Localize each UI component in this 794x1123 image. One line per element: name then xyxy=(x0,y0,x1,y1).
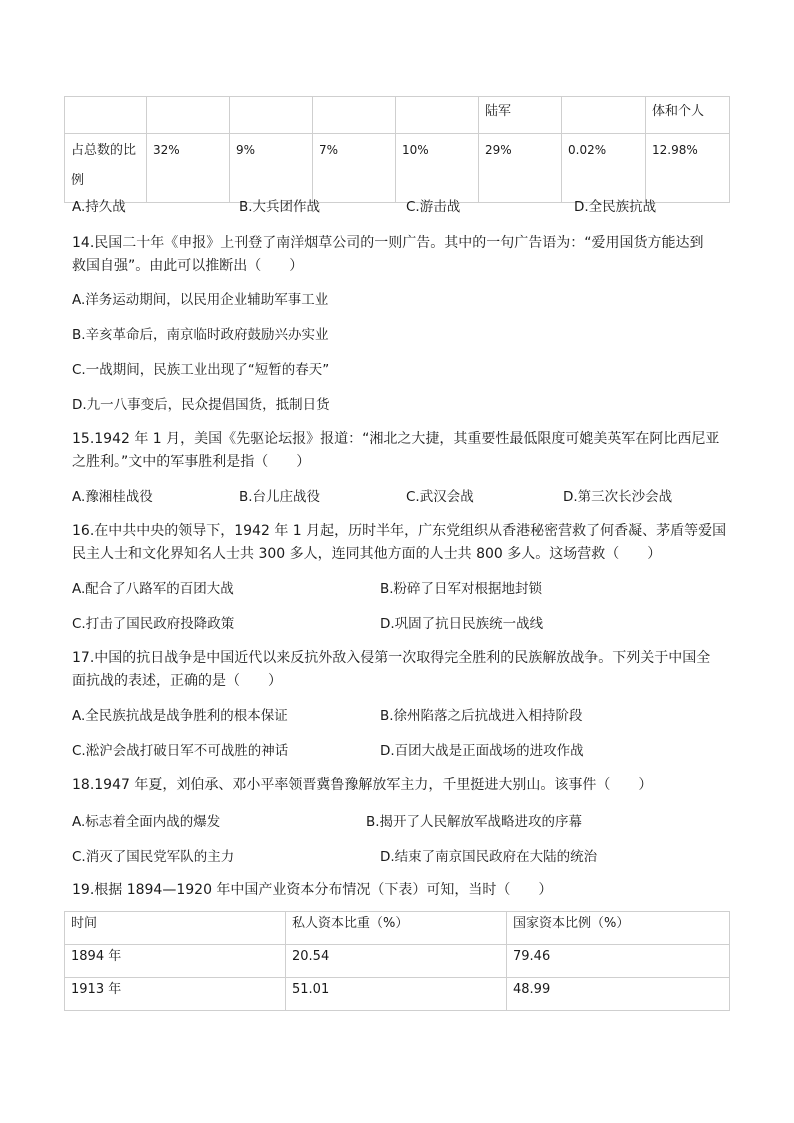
table-row xyxy=(65,945,730,978)
table-cell xyxy=(396,134,479,203)
cell-value: 32% xyxy=(153,143,180,157)
table-cell: 陆军 xyxy=(479,97,562,134)
q18-option-a[interactable]: A.标志着全面内战的爆发 xyxy=(72,814,221,830)
q16-option-a[interactable]: A.配合了八路军的百团大战 xyxy=(72,581,234,597)
q15-option-a[interactable]: A.豫湘桂战役 xyxy=(72,489,153,505)
cell-value: 10% xyxy=(402,143,429,157)
table-cell xyxy=(147,97,230,134)
table-header-cell: 私人资本比重（%） xyxy=(286,912,507,945)
cell-value: 29% xyxy=(485,143,512,157)
q14-stem-line2: 救国自强”。由此可以推断出（ ） xyxy=(72,258,304,274)
q14-option-d[interactable]: D.九一八事变后，民众提倡国货，抵制日货 xyxy=(72,397,330,413)
q13-option-a[interactable]: A.持久战 xyxy=(72,199,126,215)
table-cell xyxy=(65,97,147,134)
table-header-cell: 国家资本比例（%） xyxy=(507,912,730,945)
table-cell xyxy=(646,134,730,203)
table-header-cell: 时间 xyxy=(65,912,286,945)
table-row xyxy=(65,134,730,203)
table-cell: 79.46 xyxy=(507,945,730,978)
q16-stem-line1: 16.在中共中央的领导下，1942 年 1 月起，历时半年，广东党组织从香港秘密营救了何香凝、茅盾等爱国 xyxy=(72,523,727,539)
q18-option-d[interactable]: D.结束了南京国民政府在大陆的统治 xyxy=(380,849,598,865)
capital-distribution-table xyxy=(64,911,730,1011)
q14-option-c[interactable]: C.一战期间，民族工业出现了“短暂的春天” xyxy=(72,362,330,378)
table-cell xyxy=(562,97,646,134)
row-label-cell: 占总数的比例 xyxy=(65,134,147,203)
q17-option-c[interactable]: C.淞沪会战打破日军不可战胜的神话 xyxy=(72,743,289,759)
table-cell: 48.99 xyxy=(507,978,730,1011)
cell-value: 12.98% xyxy=(652,143,698,157)
cell-value: 9% xyxy=(236,143,256,157)
q15-option-d[interactable]: D.第三次长沙会战 xyxy=(563,489,673,505)
q17-option-a[interactable]: A.全民族抗战是战争胜利的根本保证 xyxy=(72,708,288,724)
q17-option-b[interactable]: B.徐州陷落之后抗战进入相持阶段 xyxy=(380,708,583,724)
table-cell xyxy=(147,134,230,203)
q17-option-d[interactable]: D.百团大战是正面战场的进攻作战 xyxy=(380,743,584,759)
table-row xyxy=(65,978,730,1011)
cell-value: 0.02% xyxy=(568,143,607,157)
q19-stem-line1: 19.根据 1894—1920 年中国产业资本分布情况（下表）可知，当时（ ） xyxy=(72,882,553,898)
table-cell xyxy=(479,134,562,203)
q15-stem-line1: 15.1942 年 1 月，美国《先驱论坛报》报道：“湘北之大捷，其重要性最低限度可媲美英军在阿比西尼亚 xyxy=(72,431,720,447)
table-header-row xyxy=(65,912,730,945)
q16-option-c[interactable]: C.打击了国民政府投降政策 xyxy=(72,616,235,632)
table-cell: 20.54 xyxy=(286,945,507,978)
table-cell: 1913 年 xyxy=(65,978,286,1011)
q14-option-b[interactable]: B.辛亥革命后，南京临时政府鼓励兴办实业 xyxy=(72,327,329,343)
q18-option-c[interactable]: C.消灭了国民党军队的主力 xyxy=(72,849,235,865)
military-loss-table xyxy=(64,96,730,203)
table-cell: 1894 年 xyxy=(65,945,286,978)
table-cell xyxy=(230,134,313,203)
table-cell: 51.01 xyxy=(286,978,507,1011)
q14-stem-line1: 14.民国二十年《申报》上刊登了南洋烟草公司的一则广告。其中的一句广告语为：“爱用国货方能达到 xyxy=(72,235,704,251)
q16-option-b[interactable]: B.粉碎了日军对根据地封锁 xyxy=(380,581,543,597)
table-cell xyxy=(562,134,646,203)
cell-value: 7% xyxy=(319,143,339,157)
q13-option-d[interactable]: D.全民族抗战 xyxy=(574,199,657,215)
q13-option-b[interactable]: B.大兵团作战 xyxy=(239,199,321,215)
q17-stem-line2: 面抗战的表述，正确的是（ ） xyxy=(72,673,282,689)
table-cell xyxy=(313,97,396,134)
q15-option-c[interactable]: C.武汉会战 xyxy=(406,489,474,505)
q16-stem-line2: 民主人士和文化界知名人士共 300 多人，连同其他方面的人士共 800 多人。这场营救（ ） xyxy=(72,546,662,562)
table-row xyxy=(65,97,730,134)
table-cell xyxy=(313,134,396,203)
table-cell: 体和个人 xyxy=(646,97,730,134)
q15-stem-line2: 之胜利。”文中的军事胜利是指（ ） xyxy=(72,454,311,470)
table-cell xyxy=(230,97,313,134)
q17-stem-line1: 17.中国的抗日战争是中国近代以来反抗外敌入侵第一次取得完全胜利的民族解放战争。下列关于中国全 xyxy=(72,650,711,666)
q18-stem-line1: 18.1947 年夏，刘伯承、邓小平率领晋冀鲁豫解放军主力，千里挺进大别山。该事件（ ） xyxy=(72,777,653,793)
q14-option-a[interactable]: A.洋务运动期间，以民用企业辅助军事工业 xyxy=(72,292,329,308)
q13-option-c[interactable]: C.游击战 xyxy=(406,199,461,215)
q16-option-d[interactable]: D.巩固了抗日民族统一战线 xyxy=(380,616,544,632)
q15-option-b[interactable]: B.台儿庄战役 xyxy=(239,489,321,505)
q18-option-b[interactable]: B.揭开了人民解放军战略进攻的序幕 xyxy=(366,814,583,830)
table-cell xyxy=(396,97,479,134)
